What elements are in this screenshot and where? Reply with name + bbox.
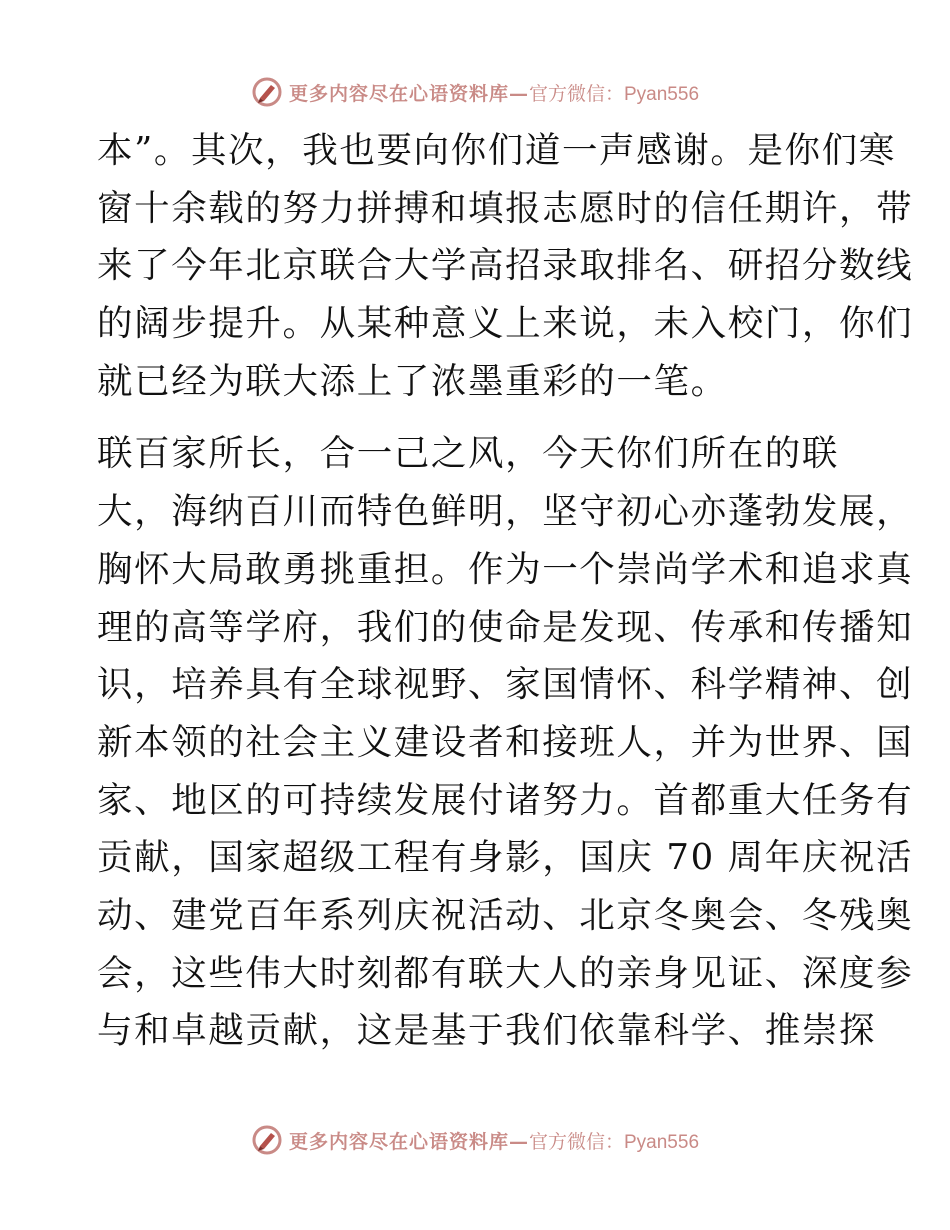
text-line: 大，海纳百川而特色鲜明，坚守初心亦蓬勃发展， [97,491,914,533]
text-line: 来了今年北京联合大学高招录取排名、研招分数线 [97,245,914,287]
text-line: 胸怀大局敢勇挑重担。作为一个崇尚学术和追求真 [97,548,914,590]
text-line: 理的高等学府，我们的使命是发现、传承和传播知 [97,606,914,648]
footer-banner [0,1120,950,1160]
paragraph-2 [97,425,914,1060]
text-line: 与和卓越贡献，这是基于我们依靠科学、推崇探 [97,1010,877,1052]
banner-wechat: 官方微信：Pyan556 [529,83,700,105]
text-line: 识，培养具有全球视野、家国情怀、科学精神、创 [97,664,914,706]
text-line: 联百家所长，合一己之风，今天你们所在的联 [97,433,840,475]
header-banner [0,72,950,112]
pen-logo-icon [251,76,283,108]
banner-wechat: 官方微信：Pyan556 [529,1131,700,1153]
document-body [97,122,914,1060]
text-line: 动、建党百年系列庆祝活动、北京冬奥会、冬残奥 [97,894,914,936]
text-line: 窗十余载的努力拼搏和填报志愿时的信任期许，带 [97,187,914,229]
text-line: 家、地区的可持续发展付诸努力。首都重大任务有 [97,779,914,821]
text-line: 新本领的社会主义建设者和接班人，并为世界、国 [97,721,914,763]
text-line: 会，这些伟大时刻都有联大人的亲身见证、深度参 [97,952,914,994]
paragraph-1 [97,122,914,410]
text-line: 本”。其次，我也要向你们道一声感谢。是你们寒 [97,130,896,171]
pen-logo-icon [251,1124,283,1156]
text-line: 就已经为联大添上了浓墨重彩的一笔。 [97,360,728,402]
banner-text: 更多内容尽在心语资料库— [288,1130,529,1153]
text-line: 贡献，国家超级工程有身影，国庆 70 周年庆祝活 [97,837,914,879]
banner-text: 更多内容尽在心语资料库— [288,82,529,105]
text-line: 的阔步提升。从某种意义上来说，未入校门，你们 [97,303,914,345]
